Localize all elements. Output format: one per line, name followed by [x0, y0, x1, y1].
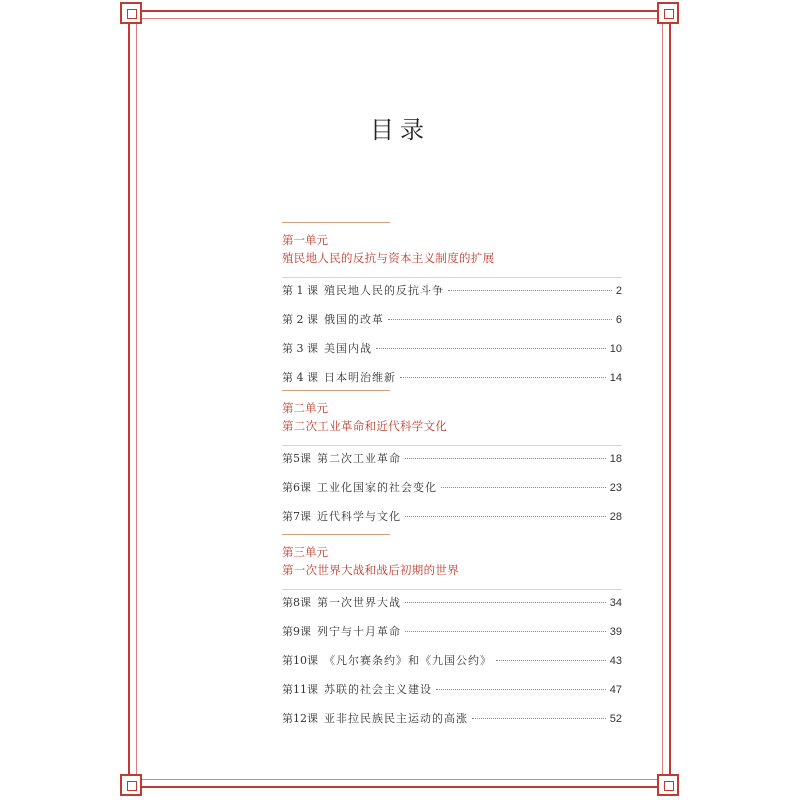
- lesson-number: 第 2 课: [282, 313, 318, 326]
- lesson-number: 第6课: [282, 481, 311, 494]
- lesson-number: 第8课: [282, 596, 311, 609]
- page-title: 目录: [370, 116, 430, 144]
- page-number: 52: [609, 713, 622, 725]
- page-number: 39: [609, 626, 622, 638]
- unit-rule: [282, 534, 390, 535]
- lesson-number: 第11课: [282, 683, 318, 696]
- unit-label: 第一单元: [282, 233, 328, 247]
- leader-dots: [376, 348, 606, 349]
- leader-dots: [436, 689, 606, 690]
- toc-entry[interactable]: [282, 652, 622, 677]
- lesson-number: 第12课: [282, 712, 318, 725]
- unit-section: [282, 534, 622, 735]
- toc-entry[interactable]: [282, 282, 622, 307]
- lesson-title: 苏联的社会主义建设: [324, 683, 432, 696]
- lesson-number: 第10课: [282, 654, 318, 667]
- page-number: 47: [609, 684, 622, 696]
- lesson-number: 第 3 课: [282, 342, 318, 355]
- lesson-title: 近代科学与文化: [317, 510, 401, 523]
- page-number: 14: [609, 372, 622, 384]
- lesson-number: 第 1 课: [282, 284, 318, 297]
- lesson-title: 美国内战: [324, 342, 372, 355]
- lesson-title: 俄国的改革: [324, 313, 384, 326]
- lesson-number: 第7课: [282, 510, 311, 523]
- toc-entry[interactable]: [282, 681, 622, 706]
- page-number: 6: [615, 314, 622, 326]
- lesson-number: 第9课: [282, 625, 311, 638]
- toc-entry[interactable]: [282, 594, 622, 619]
- unit-section: [282, 222, 622, 394]
- lesson-title: 亚非拉民族民主运动的高涨: [324, 712, 468, 725]
- page-number: 23: [609, 482, 622, 494]
- unit-divider: [282, 277, 622, 278]
- corner-ornament-top-right: [657, 2, 679, 24]
- lesson-title: 日本明治维新: [324, 371, 396, 384]
- leader-dots: [448, 290, 612, 291]
- toc-entry[interactable]: [282, 710, 622, 735]
- corner-ornament-bottom-right: [657, 774, 679, 796]
- toc-entry[interactable]: [282, 340, 622, 365]
- page-number: 43: [609, 655, 622, 667]
- page-number: 28: [609, 511, 622, 523]
- lesson-number: 第5课: [282, 452, 311, 465]
- leader-dots: [472, 718, 606, 719]
- leader-dots: [405, 631, 606, 632]
- leader-dots: [441, 487, 606, 488]
- lesson-title: 第一次世界大战: [317, 596, 401, 609]
- unit-label: 第二单元: [282, 401, 328, 415]
- toc-entry[interactable]: [282, 623, 622, 648]
- lesson-title: 殖民地人民的反抗斗争: [324, 284, 444, 297]
- unit-name: 第一次世界大战和战后初期的世界: [282, 563, 459, 577]
- leader-dots: [405, 458, 606, 459]
- lesson-title: 列宁与十月革命: [317, 625, 401, 638]
- page-number: 34: [609, 597, 622, 609]
- lesson-title: 第二次工业革命: [317, 452, 401, 465]
- corner-ornament-bottom-left: [120, 774, 142, 796]
- unit-name: 殖民地人民的反抗与资本主义制度的扩展: [282, 251, 495, 265]
- unit-name: 第二次工业革命和近代科学文化: [282, 419, 448, 433]
- unit-section: [282, 390, 622, 533]
- toc-entry[interactable]: [282, 508, 622, 533]
- leader-dots: [388, 319, 612, 320]
- leader-dots: [400, 377, 606, 378]
- page-number: 18: [609, 453, 622, 465]
- leader-dots: [496, 660, 606, 661]
- unit-divider: [282, 589, 622, 590]
- lesson-title: 《凡尔赛条约》和《九国公约》: [324, 654, 492, 667]
- leader-dots: [405, 602, 606, 603]
- lesson-title: 工业化国家的社会变化: [317, 481, 437, 494]
- unit-rule: [282, 222, 390, 223]
- toc-entry[interactable]: [282, 479, 622, 504]
- unit-label: 第三单元: [282, 545, 328, 559]
- corner-ornament-top-left: [120, 2, 142, 24]
- leader-dots: [405, 516, 606, 517]
- unit-rule: [282, 390, 390, 391]
- unit-divider: [282, 445, 622, 446]
- toc-entry[interactable]: [282, 450, 622, 475]
- page-number: 10: [609, 343, 622, 355]
- lesson-number: 第 4 课: [282, 371, 318, 384]
- toc-entry[interactable]: [282, 311, 622, 336]
- page-number: 2: [615, 285, 622, 297]
